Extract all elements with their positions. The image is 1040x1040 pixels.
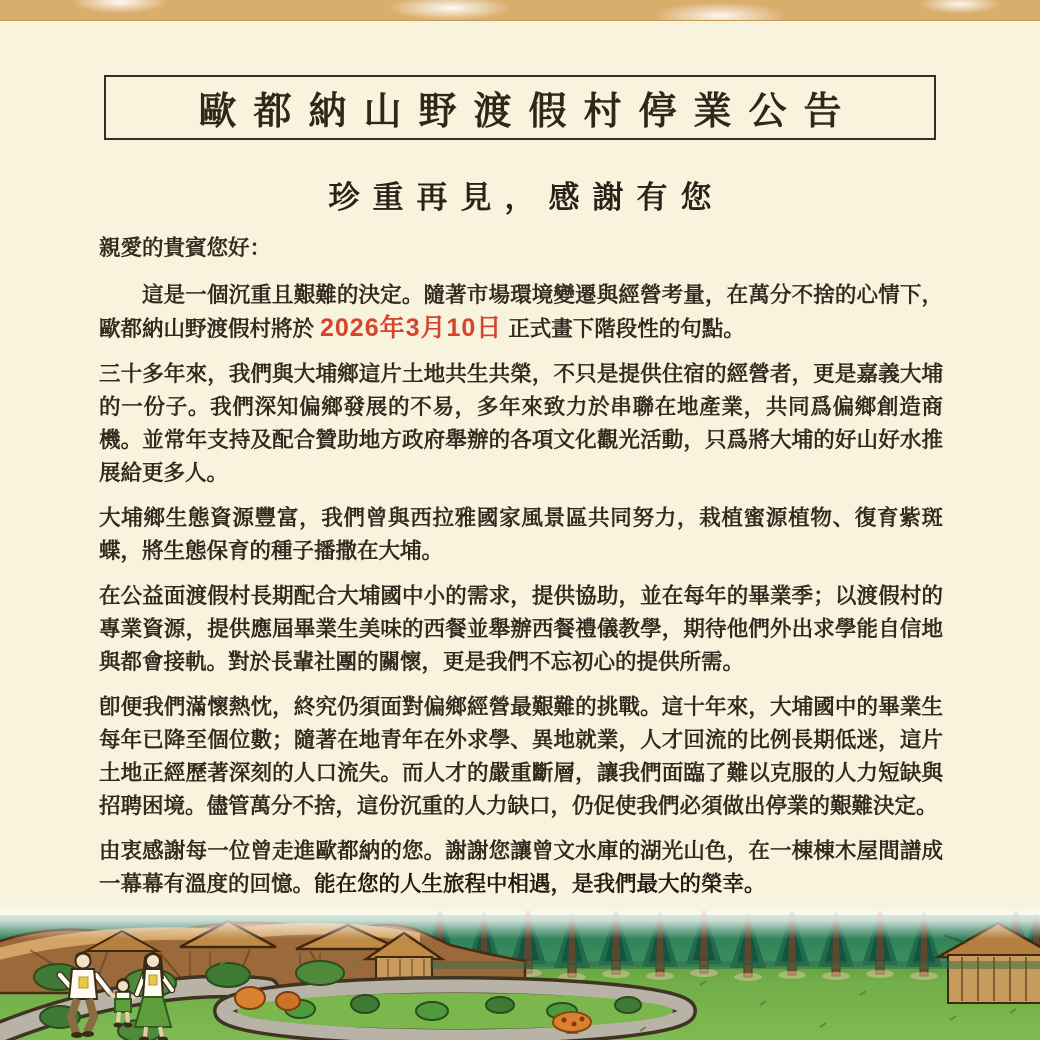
paragraph-ecology: 大埔鄉生態資源豐富，我們曾與西拉雅國家風景區共同努力，栽植蜜源植物、復育紫斑蝶，將生態保育的種子播撒在大埔。 bbox=[99, 506, 943, 563]
paragraph-charity: 在公益面渡假村長期配合大埔國中小的需求，提供協助，並在每年的畢業季；以渡假村的專業資源，提供應屆畢業生美味的西餐並舉辦西餐禮儀教學，期待他們外出求學能自信地與都會接軌。對於長輩社團的關懷，更是我們不忘初心的提供所需。 bbox=[99, 584, 943, 674]
mist-fade bbox=[0, 905, 1040, 939]
treeline-base bbox=[430, 961, 1040, 969]
paragraph-decision-before: 這是一個沉重且艱難的決定。隨著市場環境變遷與經營考量，在萬分不捨的心情下，歐都納山野渡假村將於 bbox=[99, 283, 943, 341]
salutation: 親愛的貴賓您好： bbox=[99, 236, 272, 260]
top-border-strip bbox=[0, 0, 1040, 21]
paragraph-thanks-bold: 能在您的人生旅程中相遇，是我們最大的榮幸。 bbox=[314, 872, 766, 896]
paragraph-thanks bbox=[99, 835, 943, 901]
page-subtitle: 珍重再見，感謝有您 bbox=[328, 180, 725, 215]
resort-village-illustration bbox=[0, 905, 1040, 1040]
paragraph-thanks-normal: 由衷感謝每一位曾走進歐都納的您。謝謝您讓曾文水庫的湖光山色，在一棟棟木屋間譜成一幕幕有溫度的回憶。 bbox=[99, 839, 943, 896]
paragraph-community: 三十多年來，我們與大埔鄉這片土地共生共榮，不只是提供住宿的經營者，更是嘉義大埔的一份子。我們深知偏鄉發展的不易，多年來致力於串聯在地產業，共同爲偏鄉創造商機。並常年支持及配合贊助地方政府舉辦的各項文化觀光活動，只爲將大埔的好山好水推展給更多人。 bbox=[99, 362, 943, 485]
paragraph-decision-after: 正式畫下階段性的句點。 bbox=[502, 317, 745, 341]
page-title: 歐都納山野渡假村停業公告 bbox=[198, 88, 859, 133]
title-box bbox=[104, 75, 936, 140]
closure-date: 2026年3月10日 bbox=[319, 314, 503, 342]
paragraph-decision bbox=[99, 279, 943, 346]
notice-body bbox=[99, 232, 943, 913]
paragraph-challenge: 卽便我們滿懷熱忱，終究仍須面對偏鄉經營最艱難的挑戰。這十年來，大埔國中的畢業生每年已降至個位數；隨著在地青年在外求學、異地就業，人才回流的比例長期低迷，這片土地正經歷著深刻的人口流失。而人才的嚴重斷層，讓我們面臨了難以克服的人力短缺與招聘困境。儘管萬分不捨，這份沉重的人力缺口，仍促使我們必須做出停業的艱難決定。 bbox=[99, 695, 943, 818]
